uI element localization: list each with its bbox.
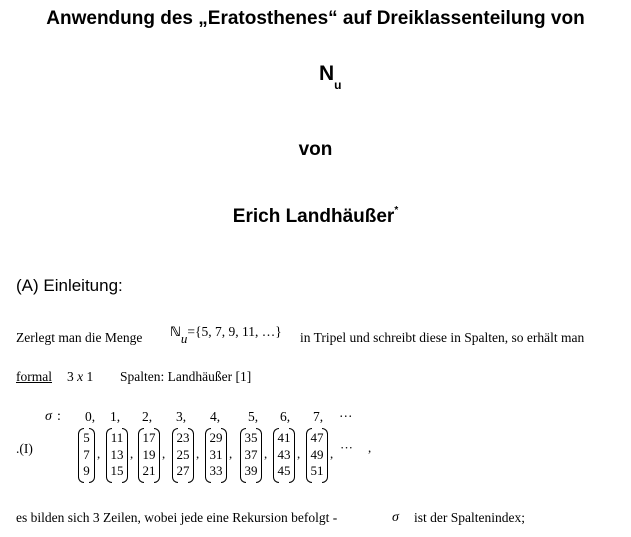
document-title: Anwendung des „Eratosthenes“ auf Dreiklassenteilung von: [46, 8, 585, 29]
vector-entry: 21: [142, 463, 156, 478]
vector-separator: ,: [130, 446, 134, 461]
column-vector: [78, 428, 95, 483]
column-vector: [273, 428, 295, 483]
vector-separator: ,: [297, 446, 301, 461]
set-subscript: u: [334, 78, 342, 93]
sigma-colon: :: [57, 409, 61, 424]
closing-rest: ist der Spaltenindex;: [414, 510, 525, 525]
column-index: 2,: [142, 409, 153, 424]
right-paren: [322, 428, 328, 483]
set-N-subscript: u: [180, 331, 188, 346]
vector-entry: 41: [277, 430, 291, 445]
vector-entry: 19: [142, 446, 156, 462]
intro-rest: in Tripel und schreibt diese in Spalten, so erhält man: [300, 330, 585, 345]
equation-label: .(I): [16, 441, 33, 456]
column-index: 7,: [313, 409, 324, 424]
vector-separator: ,: [97, 446, 101, 461]
section-heading: (A) Einleitung:: [16, 276, 123, 295]
column-vector: [172, 428, 194, 483]
column-index: 6,: [280, 409, 291, 424]
vector-entry: 39: [244, 463, 258, 478]
author-line: [0, 206, 631, 228]
vector-entry: 35: [244, 430, 258, 445]
column-vector: [240, 428, 262, 483]
right-paren: [256, 428, 262, 483]
vector-entry: 37: [244, 446, 258, 462]
intro-lead: Zerlegt man die Menge: [16, 330, 143, 345]
column-index: 0,: [85, 409, 96, 424]
dim-rows: 3: [67, 369, 74, 384]
vector-entry: 51: [310, 463, 324, 478]
closing-text: es bilden sich 3 Zeilen, wobei jede eine Rekursion befolgt -: [16, 510, 338, 525]
vector-entry: 49: [310, 446, 324, 462]
vector-entry: 9: [83, 463, 90, 478]
vector-entry: 11: [110, 430, 124, 445]
dim-cols: 1: [86, 369, 94, 384]
closing-sigma: σ: [392, 510, 399, 525]
set-N: ℕ: [170, 325, 181, 340]
column-vector: [106, 428, 128, 483]
vector-entry: 33: [209, 463, 223, 478]
right-paren: [122, 428, 128, 483]
vector-entry: 27: [176, 463, 190, 478]
author-name: Erich Landhäußer: [232, 206, 395, 227]
vector-entry: 45: [277, 463, 291, 478]
vector-entry: 31: [209, 446, 223, 462]
right-paren: [221, 428, 227, 483]
set-definition: [170, 324, 282, 346]
set-symbol: N: [319, 62, 335, 85]
spalten-reference: Spalten: Landhäußer [1]: [120, 369, 252, 384]
column-index: ···: [339, 409, 353, 424]
trailing-comma: ,: [368, 440, 372, 455]
column-index: 3,: [176, 409, 187, 424]
right-paren: [154, 428, 160, 483]
vector-entry: 7: [83, 446, 90, 462]
trailing-dots: ···: [340, 440, 353, 455]
vector-entry: 15: [110, 463, 124, 478]
vector-entry: 5: [83, 430, 90, 445]
column-vector: [205, 428, 227, 483]
right-paren: [188, 428, 194, 483]
column-index: 5,: [248, 409, 259, 424]
vector-entry: 29: [209, 430, 223, 445]
von-line: von: [298, 139, 333, 160]
set-symbol-heading: [319, 62, 342, 93]
vector-separator: ,: [264, 446, 268, 461]
formal-word: formal: [16, 369, 52, 384]
set-elements: ={5, 7, 9, 11, …}: [187, 324, 282, 339]
vector-entry: 13: [110, 446, 124, 462]
dimension: [67, 369, 93, 385]
sigma-symbol: σ: [45, 409, 52, 424]
column-index: 1,: [110, 409, 121, 424]
vector-separator: ,: [229, 446, 233, 461]
column-vector: [138, 428, 160, 483]
column-index: 4,: [210, 409, 221, 424]
right-paren: [289, 428, 295, 483]
right-paren: [89, 428, 95, 483]
vector-entry: 23: [176, 430, 190, 445]
vector-entry: 43: [277, 446, 291, 462]
dim-times: x: [77, 369, 84, 384]
column-vector: [306, 428, 328, 483]
vector-separator: ,: [330, 446, 334, 461]
vector-separator: ,: [196, 446, 200, 461]
vector-separator: ,: [162, 446, 166, 461]
vector-entry: 25: [176, 446, 190, 462]
vector-entry: 47: [310, 430, 324, 445]
author-footnote-mark: *: [394, 204, 399, 216]
vector-entry: 17: [142, 430, 156, 445]
